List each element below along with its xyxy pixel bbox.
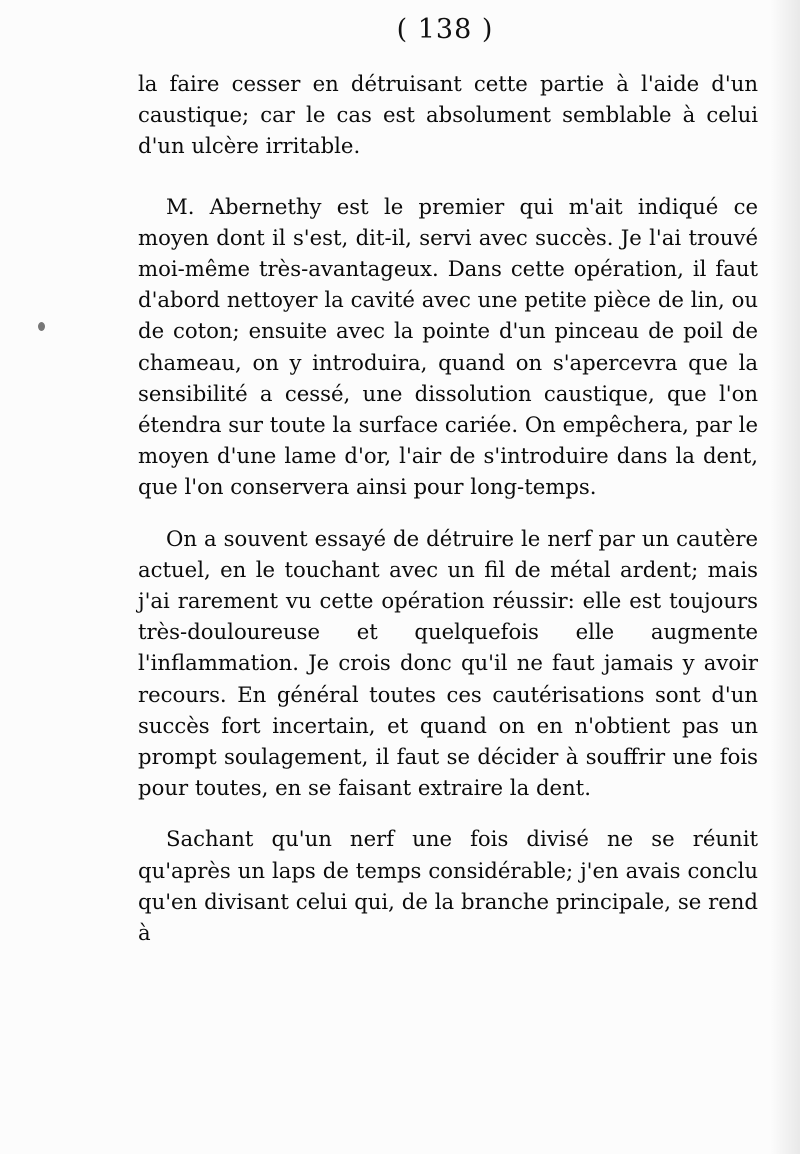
paragraph-cautere: On a souvent essayé de détruire le nerf par un cautère actuel, en le touchant avec un fil de métal ardent; mais j'ai rarement vu cette opération réussir: elle est toujours très-douloureuse et quelquefois elle augmente l'inflammation. Je crois donc qu'il ne faut jamais y avoir recours. En général toutes ces cautérisations sont d'un succès fort incertain, et quand on en n'obtient pas un prompt soulagement, il faut se décider à souffrir une fois pour toutes, en se faisant extraire la dent. [138,525,758,801]
page-number: ( 138 ) [396,14,494,45]
paragraph-abernethy: M. Abernethy est le premier qui m'ait indiqué ce moyen dont il s'est, dit-il, servi avec succès. Je l'ai trouvé moi-même très-avantageux. Dans cette opération, il faut d'abord nettoyer la cavité avec une petite pièce de lin, ou de coton; ensuite avec la pointe d'un pinceau de poil de chameau, on y introduira, quand on s'apercevra que la sensibilité a cessé, une dissolution caustique, que l'on étendra sur toute la surface cariée. On empêchera, par le moyen d'une lame d'or, l'air de s'introduire dans la dent, que l'on conservera ainsi pour long-temps. [138,193,758,500]
paragraph-nerf: Sachant qu'un nerf une fois divisé ne se réunit qu'après un laps de temps considérable; j'en avais conclu qu'en divisant celui qui, de la branche principale, se rend à [138,826,758,946]
body-text [138,68,758,968]
ink-speck [38,322,45,331]
page-edge-shadow [770,0,800,1154]
paragraph-continued: la faire cesser en détruisant cette partie à l'aide d'un caustique; car le cas est absolument semblable à celui d'un ulcère irritable. [138,71,758,159]
